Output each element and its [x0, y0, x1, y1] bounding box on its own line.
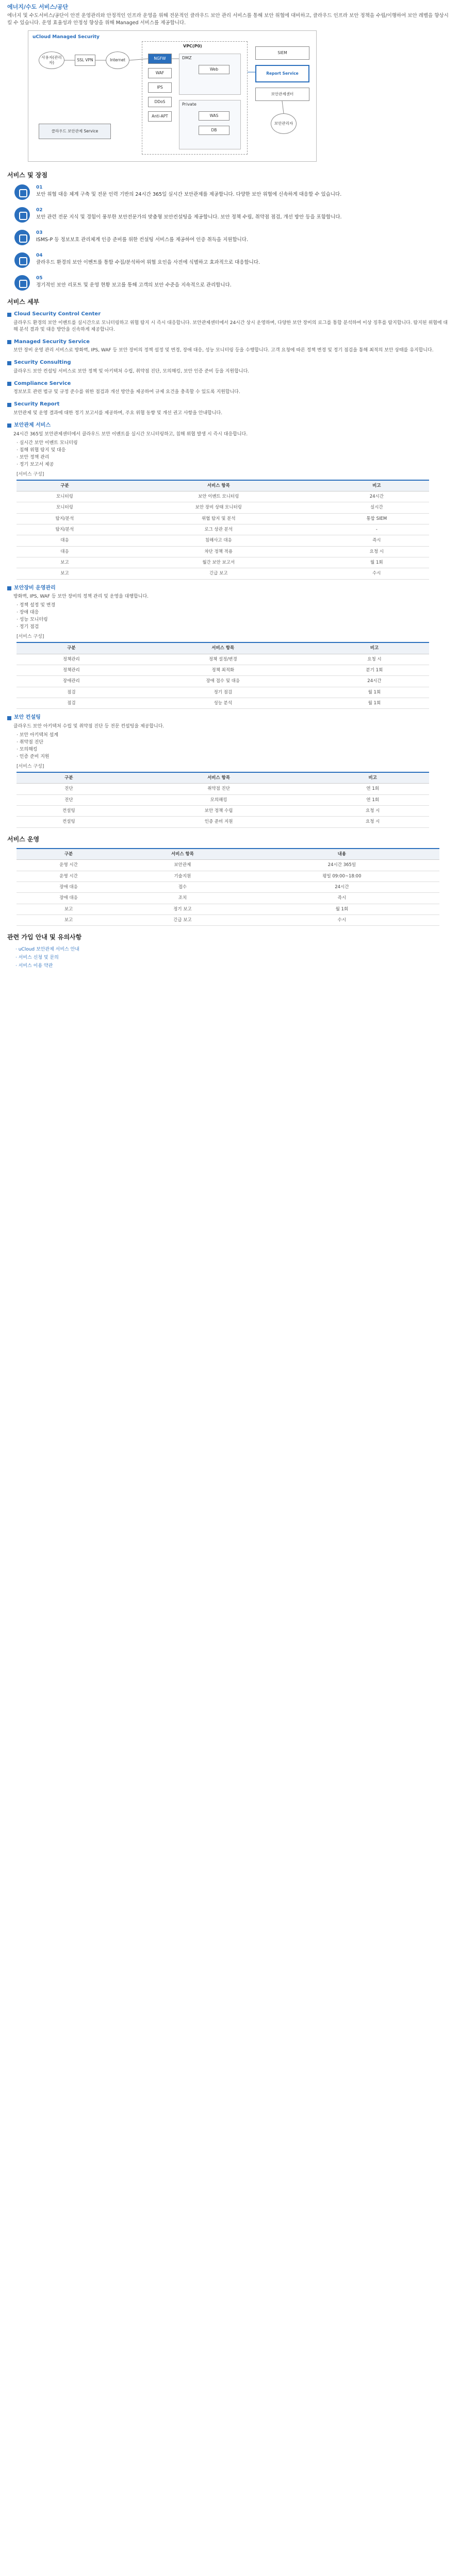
table-cell: 정기 점검	[126, 687, 320, 698]
ops-cell: 접수	[121, 882, 244, 892]
table-cell: 연 1회	[316, 794, 429, 805]
table-cell: 대응	[17, 535, 113, 546]
footer-section	[7, 933, 452, 970]
feature-icon	[14, 252, 30, 268]
service-table	[17, 642, 429, 709]
table-cell: 컨설팅	[17, 806, 121, 817]
ops-cell: 보안관제	[121, 860, 244, 871]
ops-cell: 정기 보고	[121, 904, 244, 914]
table-cell: 통합 SIEM	[324, 513, 429, 524]
feature-text: 보안 위협 대응 체계 구축 및 전문 인력 기반의 24시간 365일 실시간 보안관제를 제공합니다. 다양한 보안 위협에 신속하게 대응할 수 있습니다.	[36, 191, 342, 197]
feature-icon	[14, 275, 30, 291]
dmz-label: DMZ	[182, 56, 192, 61]
table-cell: 실시간	[324, 502, 429, 513]
diagram-title: uCloud Managed Security	[32, 35, 100, 40]
diagram-connectors	[28, 31, 317, 162]
table-row	[17, 513, 429, 524]
feature-item	[14, 252, 452, 268]
ops-row	[17, 860, 439, 871]
table-header: 구분	[17, 642, 126, 654]
table-cell: 인증 준비 지원	[121, 817, 317, 827]
service-list-item: · 보안 아키텍처 설계	[17, 732, 58, 738]
table-cell: 모니터링	[17, 492, 113, 502]
service-list-item: · 실시간 보안 이벤트 모니터링	[17, 440, 78, 446]
service-list-item: · 모의해킹	[17, 747, 38, 752]
feature-item	[14, 184, 452, 200]
service-list-item: · 성능 모니터링	[17, 617, 48, 623]
waf-node: WAF	[148, 68, 172, 78]
ops-cell: 운영 시간	[17, 860, 121, 871]
table-cell: 분기 1회	[320, 665, 429, 676]
table-cell: 성능 분석	[126, 698, 320, 708]
footer-link[interactable]: · 서비스 신청 및 문의	[15, 955, 59, 960]
feature-item	[14, 275, 452, 291]
table-row	[17, 806, 429, 817]
table-row	[17, 698, 429, 708]
features-list	[7, 184, 452, 291]
detail-desc: 보안관제 및 운영 결과에 대한 정기 보고서를 제공하며, 주요 위협 동향 및 개선 권고 사항을 안내합니다.	[13, 410, 223, 416]
architecture-diagram	[28, 30, 317, 162]
bullet-icon	[7, 340, 11, 344]
ops-cell: 긴급 보고	[121, 914, 244, 925]
ops-cell: 월 1회	[244, 904, 439, 914]
siem-node: SIEM	[255, 46, 309, 60]
table-cell: 긴급 보고	[113, 568, 324, 579]
service-list-item: · 정기 점검	[17, 624, 39, 630]
table-cell: 정책 설정/변경	[126, 654, 320, 665]
service-sections	[7, 422, 452, 828]
feature-num: 02	[36, 207, 43, 213]
table-cell: 진단	[17, 784, 121, 794]
table-row	[17, 654, 429, 665]
ops-row	[17, 871, 439, 882]
feature-icon	[14, 207, 30, 223]
table-header: 비고	[324, 480, 429, 492]
table-row	[17, 817, 429, 827]
bullet-icon	[7, 716, 11, 720]
table-cell: 탐지/분석	[17, 513, 113, 524]
mgmt-node: 보안관리자	[271, 113, 297, 134]
detail-title: Security Consulting	[14, 360, 71, 366]
ops-header: 내용	[244, 849, 439, 860]
bullet-icon	[7, 403, 11, 407]
private-label: Private	[182, 102, 196, 107]
table-cell: 탐지/분석	[17, 524, 113, 535]
bullet-icon	[7, 313, 11, 317]
page-title: 에너지/수도 서비스/공단	[7, 4, 69, 10]
service-title-text: 보안 컨설팅	[14, 715, 41, 721]
feature-num: 03	[36, 230, 43, 235]
ops-cell: 장애 대응	[17, 882, 121, 892]
service-list	[17, 602, 452, 631]
feature-item	[14, 207, 452, 223]
table-header: 비고	[316, 772, 429, 784]
ops-row	[17, 893, 439, 904]
table-cell: 로그 상관 분석	[113, 524, 324, 535]
details-list	[7, 311, 452, 417]
service-list-item: · 보안 정책 관리	[17, 454, 50, 460]
detail-title: Cloud Security Control Center	[14, 311, 101, 317]
detail-item	[7, 380, 452, 396]
table-cell: 월 1회	[324, 557, 429, 568]
feature-text: 클라우드 환경의 보안 이벤트를 통합 수집/분석하여 위협 요인을 사전에 식별하고 효과적으로 대응합니다.	[36, 259, 260, 265]
table-title: [서비스 구성]	[17, 634, 44, 640]
detail-desc: 클라우드 환경의 보안 이벤트를 실시간으로 모니터링하고 위협 탐지 시 즉시 대응합니다. 보안관제센터에서 24시간 상시 운영하며, 다양한 보안 장비의 로그를 통합 분석하여 이상 징후를 탐지합니다. 탐지된 위협에 대해 분석 결과 및 대응 방안을 신속하게 제공합니다.	[13, 320, 448, 332]
table-row	[17, 784, 429, 794]
service-list-item: · 정책 설정 및 변경	[17, 603, 56, 608]
detail-desc: 보안 장비 운영 관리 서비스로 방화벽, IPS, WAF 등 보안 장비의 정책 설정 및 변경, 장애 대응, 성능 모니터링 등을 수행합니다. 고객 요청에 따른 정책 변경 및 정기 점검을 통해 최적의 보안 상태를 유지합니다.	[13, 348, 434, 353]
report-node: Report Service	[255, 65, 309, 82]
bullet-icon	[7, 423, 11, 428]
table-row	[17, 794, 429, 805]
ops-row	[17, 904, 439, 914]
table-cell: 보안 장비 상태 모니터링	[113, 502, 324, 513]
table-cell: 정책관리	[17, 665, 126, 676]
detail-item	[7, 359, 452, 375]
ops-cell: 즉시	[244, 893, 439, 904]
table-cell: 침해사고 대응	[113, 535, 324, 546]
table-header: 서비스 항목	[113, 480, 324, 492]
table-cell: 정책 최적화	[126, 665, 320, 676]
footer-link[interactable]: · uCloud 보안관제 서비스 안내	[15, 946, 79, 952]
table-row	[17, 557, 429, 568]
service-title-text: 보안관제 서비스	[14, 422, 51, 429]
table-row	[17, 676, 429, 687]
detail-item	[7, 311, 452, 333]
table-cell: 월간 보안 보고서	[113, 557, 324, 568]
feature-icon	[14, 184, 30, 200]
feature-num: 04	[36, 252, 43, 258]
service-list-item: · 정기 보고서 제공	[17, 462, 54, 467]
feature-text: 보안 관련 전문 지식 및 경험이 풍부한 보안전문가의 맞춤형 보안컨설팅을 제공합니다. 보안 정책 수립, 취약점 점검, 개선 방안 등을 포함합니다.	[36, 214, 342, 220]
table-cell: 24시간	[320, 676, 429, 687]
service-desc: 방화벽, IPS, WAF 등 보안 장비의 정책 관리 및 운영을 대행합니다.	[13, 594, 149, 600]
feature-num: 01	[36, 184, 43, 190]
service-desc: 클라우드 보안 아키텍처 수립 및 취약점 진단 등 전문 컨설팅을 제공합니다.	[13, 723, 165, 729]
service-list-item: · 침해 위협 탐지 및 대응	[17, 447, 66, 453]
table-cell: 월 1회	[320, 687, 429, 698]
table-cell: 모니터링	[17, 502, 113, 513]
bullet-icon	[7, 361, 11, 365]
cloud-node: 클라우드 보안관제 Service	[39, 124, 111, 139]
table-title: [서비스 구성]	[17, 471, 44, 477]
details-heading: 서비스 세부	[7, 298, 40, 306]
table-header: 구분	[17, 480, 113, 492]
table-cell: 연 1회	[316, 784, 429, 794]
table-row	[17, 687, 429, 698]
detail-desc: 정보보호 관련 법규 및 규정 준수를 위한 점검과 개선 방안을 제공하여 규제 요건을 충족할 수 있도록 지원합니다.	[13, 389, 240, 395]
service-title-text: 보안장비 운영관리	[14, 585, 56, 591]
detail-desc: 클라우드 보안 컨설팅 서비스로 보안 정책 및 아키텍처 수립, 취약점 진단, 모의해킹, 보안 인증 준비 등을 지원합니다.	[13, 368, 250, 374]
ops-cell: 조치	[121, 893, 244, 904]
table-cell: 장애 접수 및 대응	[126, 676, 320, 687]
table-cell: 24시간	[324, 492, 429, 502]
table-cell: 요청 시	[316, 817, 429, 827]
table-cell: 취약점 진단	[121, 784, 317, 794]
table-cell: 요청 시	[316, 806, 429, 817]
table-cell: 월 1회	[320, 698, 429, 708]
table-cell: -	[324, 524, 429, 535]
table-header: 비고	[320, 642, 429, 654]
bullet-icon	[7, 382, 11, 386]
service-list	[17, 440, 452, 468]
ops-heading: 서비스 운영	[7, 835, 40, 843]
detail-item	[7, 338, 452, 354]
table-cell: 대응	[17, 546, 113, 557]
internet-node: Internet	[106, 52, 129, 69]
table-cell: 보고	[17, 568, 113, 579]
ddos-node: DDoS	[148, 97, 172, 107]
table-row	[17, 535, 429, 546]
bullet-icon	[7, 586, 11, 590]
table-row	[17, 492, 429, 502]
service-title	[7, 714, 452, 722]
table-cell: 차단 정책 적용	[113, 546, 324, 557]
service-table	[17, 480, 429, 580]
ops-header: 구분	[17, 849, 121, 860]
table-cell: 요청 시	[324, 546, 429, 557]
ops-table	[17, 848, 439, 926]
service-section	[7, 422, 452, 580]
table-cell: 요청 시	[320, 654, 429, 665]
service-title	[7, 422, 452, 430]
ops-cell: 수시	[244, 914, 439, 925]
users-node: 사용자(관리자)	[39, 52, 64, 69]
was-node: WAS	[199, 111, 230, 121]
soc-node: 보안관제센터	[255, 88, 309, 101]
table-cell: 즉시	[324, 535, 429, 546]
detail-title: Security Report	[14, 401, 60, 408]
table-cell: 정책관리	[17, 654, 126, 665]
service-section	[7, 714, 452, 827]
footer-link-item[interactable]	[15, 955, 452, 961]
table-row	[17, 524, 429, 535]
table-cell: 보고	[17, 557, 113, 568]
service-section	[7, 585, 452, 709]
table-header: 구분	[17, 772, 121, 784]
table-header: 서비스 항목	[121, 772, 317, 784]
table-cell: 점검	[17, 687, 126, 698]
service-list	[17, 732, 452, 760]
table-row	[17, 502, 429, 513]
service-list-item: · 장애 대응	[17, 610, 39, 616]
ngfw-node: NGFW	[148, 54, 172, 64]
footer-link-item[interactable]	[15, 963, 452, 970]
table-cell: 장애관리	[17, 676, 126, 687]
vpc-label: VPC(P0)	[183, 44, 202, 49]
ops-cell: 보고	[17, 904, 121, 914]
ops-header: 서비스 항목	[121, 849, 244, 860]
table-row	[17, 546, 429, 557]
table-cell: 모의해킹	[121, 794, 317, 805]
ops-row	[17, 914, 439, 925]
ops-cell: 기술지원	[121, 871, 244, 882]
ips-node: IPS	[148, 82, 172, 93]
page-intro: 에너지 및 수도서비스/공단이 안전 운영관리와 안정적인 인프라 운영을 위해 전문적인 클라우드 보안 관리 서비스를 통해 보안 위협에 대비하고, 클라우드 인프라 보안 정책을 수립/이행하여 보안 레벨을 향상시킬 수 있습니다. 운영 효율성과 안정성 향상을 위해 Managed 서비스를 제공합니다.	[7, 12, 449, 26]
detail-title: Compliance Service	[14, 380, 71, 386]
ops-cell: 운영 시간	[17, 871, 121, 882]
service-desc: 24시간 365일 보안관제센터에서 클라우드 보안 이벤트를 실시간 모니터링하고, 침해 위협 발생 시 즉시 대응합니다.	[13, 431, 248, 437]
feature-text: 정기적인 보안 리포트 및 운영 현황 보고를 통해 고객의 보안 수준을 지속적으로 관리합니다.	[36, 282, 232, 288]
web-node: Web	[199, 65, 230, 74]
table-row	[17, 665, 429, 676]
db-node: DB	[199, 126, 230, 135]
ops-cell: 24시간	[244, 882, 439, 892]
table-cell: 위협 탐지 및 분석	[113, 513, 324, 524]
ops-cell: 장애 대응	[17, 893, 121, 904]
table-cell: 점검	[17, 698, 126, 708]
table-header: 서비스 항목	[126, 642, 320, 654]
ops-cell: 24시간 365일	[244, 860, 439, 871]
table-cell: 보안 정책 수립	[121, 806, 317, 817]
service-table	[17, 772, 429, 828]
table-cell: 진단	[17, 794, 121, 805]
footer-link[interactable]: · 서비스 이용 약관	[15, 963, 53, 969]
service-title	[7, 585, 452, 592]
table-cell: 보안 이벤트 모니터링	[113, 492, 324, 502]
ops-cell: 보고	[17, 914, 121, 925]
vpn-node: SSL VPN	[75, 55, 95, 66]
detail-item	[7, 401, 452, 417]
features-heading: 서비스 및 장점	[7, 172, 47, 179]
table-title: [서비스 구성]	[17, 764, 44, 770]
footer-link-item[interactable]	[15, 946, 452, 953]
ops-cell: 평일 09:00~18:00	[244, 871, 439, 882]
table-row	[17, 568, 429, 579]
table-cell: 컨설팅	[17, 817, 121, 827]
feature-item	[14, 230, 452, 245]
anti-apt-node: Anti-APT	[148, 111, 172, 122]
service-list-item: · 취약점 진단	[17, 739, 44, 745]
feature-num: 05	[36, 275, 43, 281]
ops-row	[17, 882, 439, 892]
service-list-item: · 인증 준비 지원	[17, 754, 50, 759]
footer-heading: 관련 가입 안내 및 유의사항	[7, 934, 82, 941]
table-cell: 수시	[324, 568, 429, 579]
detail-title: Managed Security Service	[14, 338, 90, 345]
feature-icon	[14, 230, 30, 245]
feature-text: ISMS-P 등 정보보호 관리체계 인증 준비를 위한 컨설팅 서비스를 제공하여 인증 취득을 지원합니다.	[36, 236, 249, 243]
